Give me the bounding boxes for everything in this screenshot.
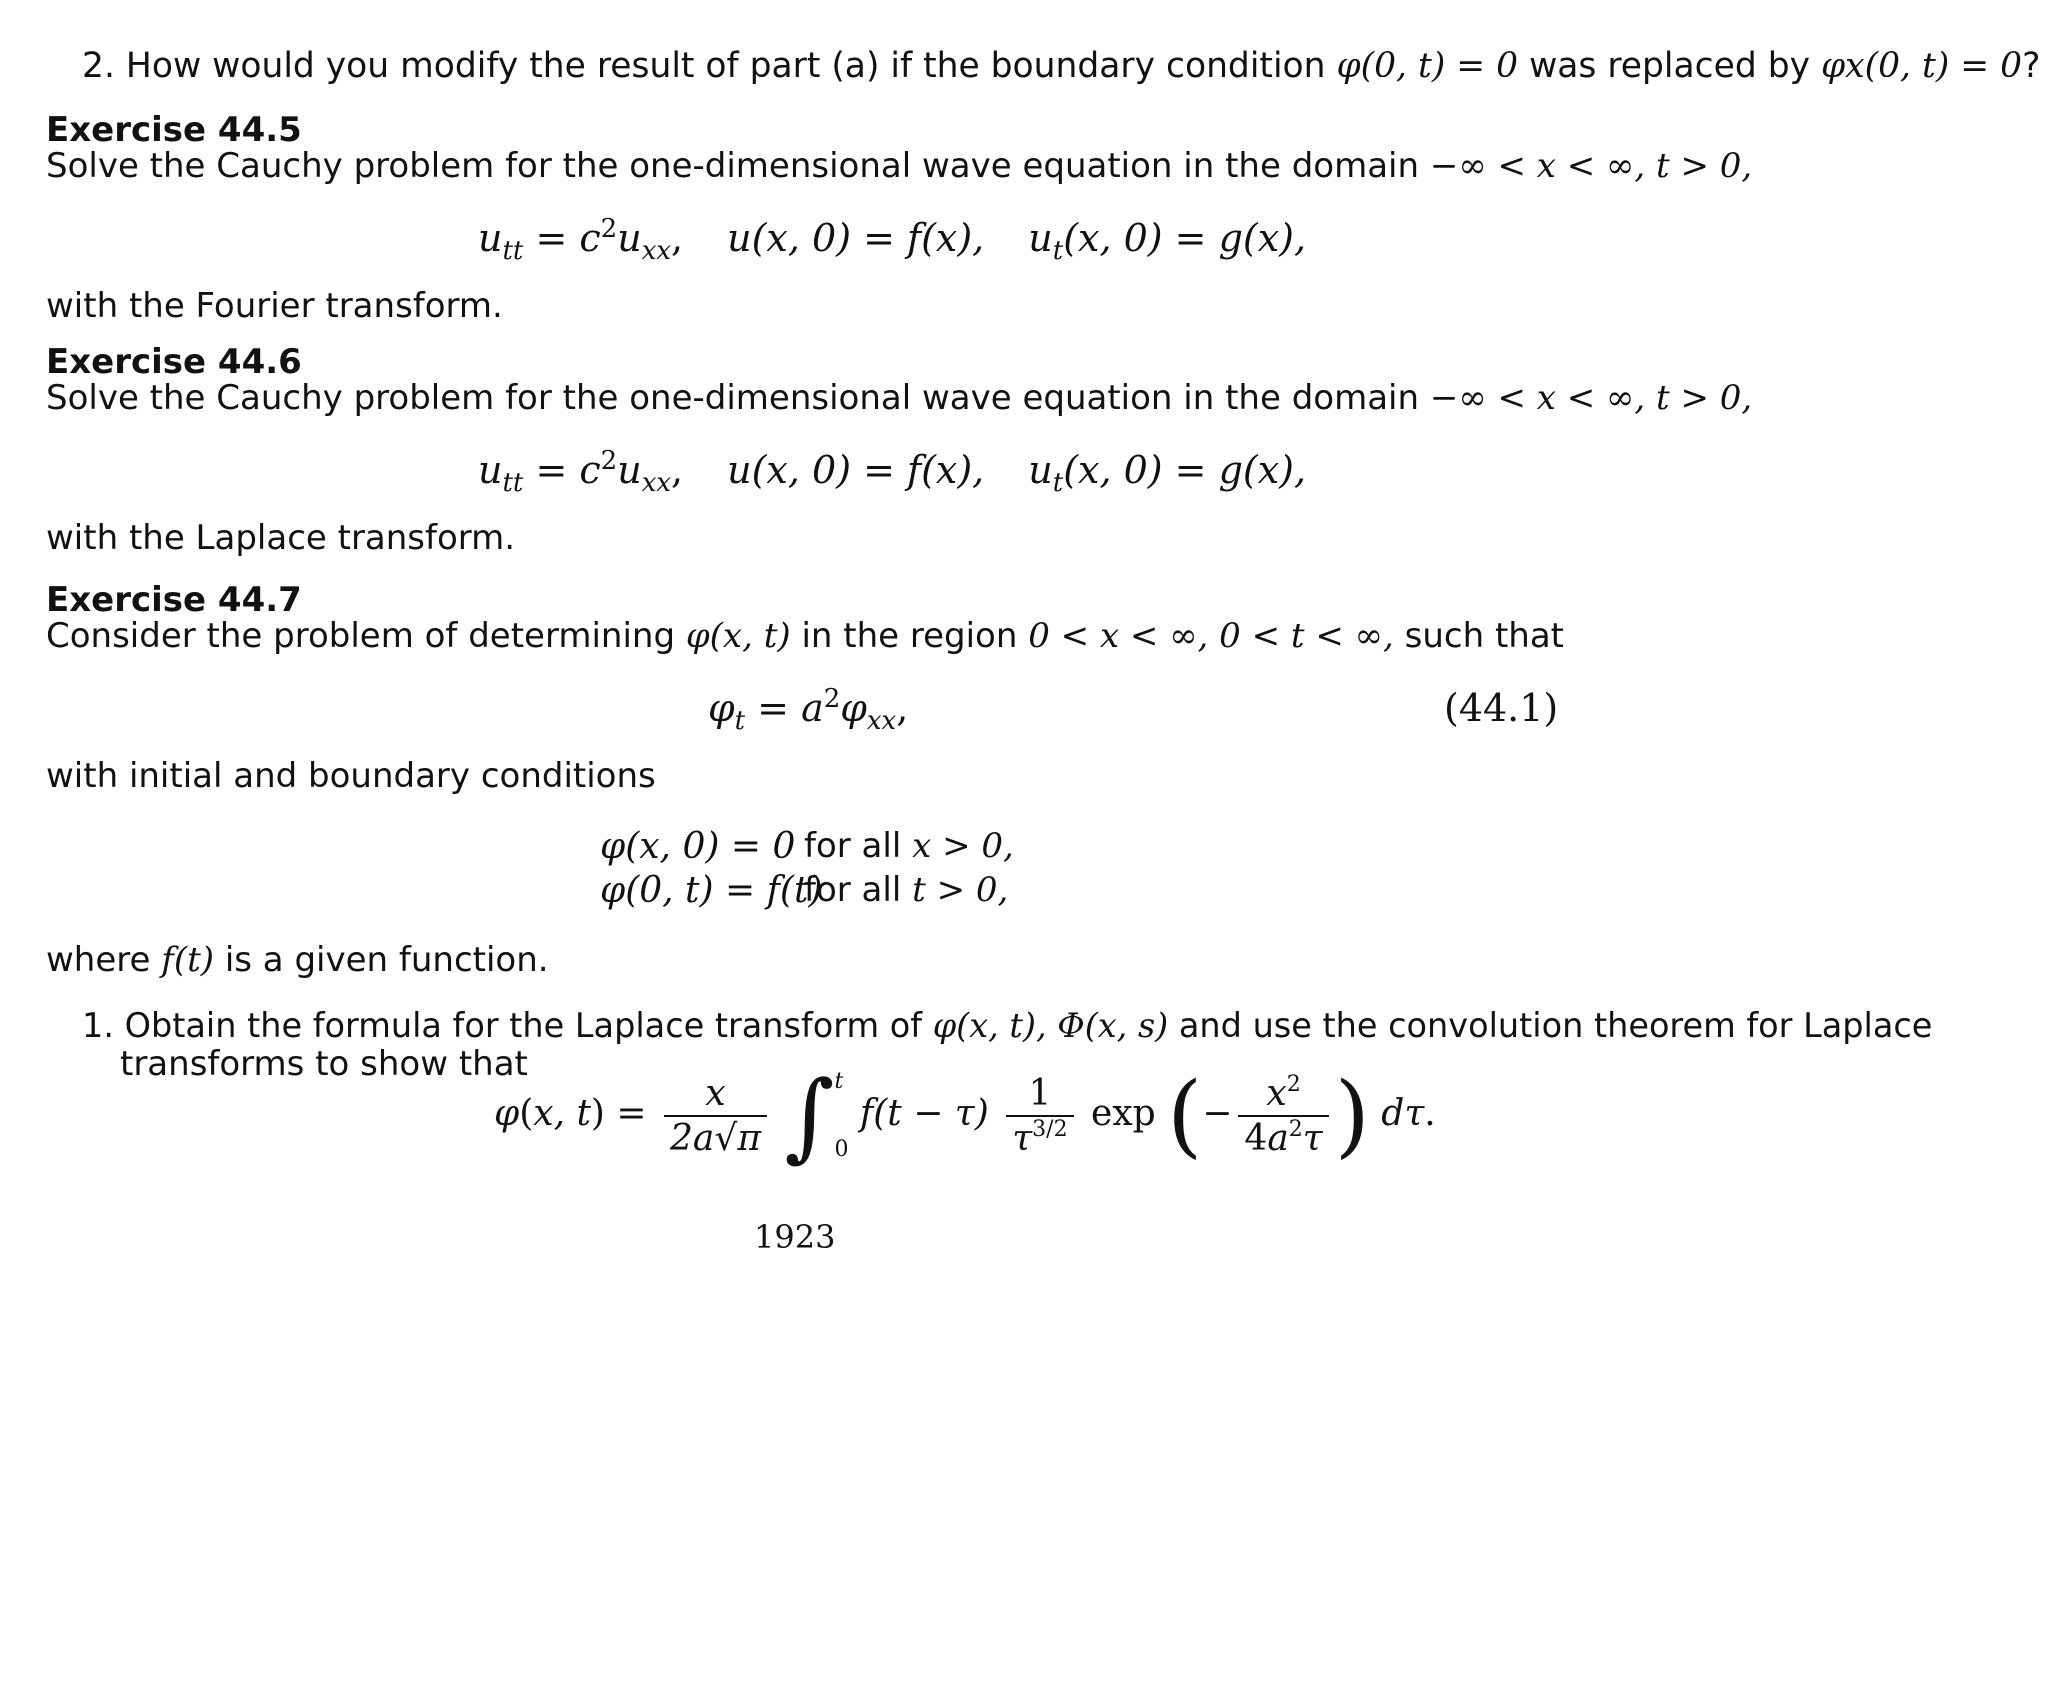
fraction-x2-over-4a2tau: $\frac{x^2}{4a^2\tau}$ [1238, 1072, 1328, 1160]
exercise-44-5-domain: −∞ < x < ∞, t > 0, [1429, 146, 1753, 186]
page-number: 1923 [754, 1218, 836, 1256]
exercise-44-5-text: Solve the Cauchy problem for the one-dimensional wave equation in the domain [46, 146, 1420, 186]
exercise-44-7-line: Consider the problem of determining φ(x, t) in the region 0 < x < ∞, 0 < t < ∞, such that [46, 616, 1564, 656]
exercise-44-6-line [46, 378, 1752, 419]
condition-2-lhs: φ(0, t) = f(t) [600, 870, 823, 911]
item-2-text-a: How would you modify the result of part (a) if the boundary condition [125, 46, 1326, 86]
fraction-one-over-tau: $\frac{1}{\tau^{3/2}}$ [1006, 1072, 1073, 1160]
condition-1-rhs: for all x > 0, [804, 826, 1014, 866]
exercise-44-6-text: Solve the Cauchy problem for the one-dimensional wave equation in the domain [46, 378, 1420, 418]
where-line: where f(t) is a given function. [46, 940, 549, 980]
convolution-formula: φ(x, t) = $\frac{x}{2a√\pi}$ ∫ t 0 f(t − τ) $\frac{1}{\tau^{3/2}}$ exp (− $\frac{x^2}{4a^2\tau}$ ) dτ. [494, 1060, 1436, 1172]
item-2-text-b: was replaced by [1529, 46, 1811, 86]
equation-44-1-number: (44.1) [1444, 686, 1559, 730]
integral-sign: ∫ [784, 1060, 835, 1172]
equation-44-1: $\varphi_t = a^2\varphi_{xx}$, [708, 684, 909, 736]
exercise-44-6-after: with the Laplace transform. [46, 518, 516, 558]
exercise-44-6-heading: Exercise 44.6 [46, 342, 302, 382]
condition-1-lhs: φ(x, 0) = 0 [600, 826, 796, 867]
item-2-math-b: φx(0, t) = 0 [1821, 46, 2023, 86]
fraction-x-over-2a-sqrt-pi: $\frac{x}{2a√\pi}$ [664, 1072, 767, 1160]
exercise-44-6-equation: $u_{tt} = c^2u_{xx}$, u(x, 0) = f(x), $u_t(x$, 0) = g(x), [478, 446, 1307, 498]
exercise-44-5-equation: $u_{tt} = c^2u_{xx}$, u(x, 0) = f(x), $u_t(x$, 0) = g(x), [478, 214, 1307, 266]
item-2-number: 2. [82, 46, 115, 86]
item-2-math-a: φ(0, t) = 0 [1336, 46, 1519, 86]
item-2 [82, 46, 2040, 87]
exercise-44-6-domain: −∞ < x < ∞, t > 0, [1429, 378, 1753, 418]
exercise-44-5-after: with the Fourier transform. [46, 286, 503, 326]
exercise-44-5-line [46, 146, 1752, 187]
conditions-intro: with initial and boundary conditions [46, 756, 656, 796]
exercise-44-7-heading: Exercise 44.7 [46, 580, 302, 620]
item-1-line-1: 1. Obtain the formula for the Laplace transform of φ(x, t), Φ(x, s) and use the convolution theorem for Laplace [82, 1006, 1933, 1045]
exercise-44-5-heading: Exercise 44.5 [46, 110, 302, 150]
item-1-line-2: transforms to show that [120, 1044, 528, 1084]
item-2-end: ? [2022, 46, 2041, 86]
condition-2-rhs: for all t > 0, [804, 870, 1009, 910]
